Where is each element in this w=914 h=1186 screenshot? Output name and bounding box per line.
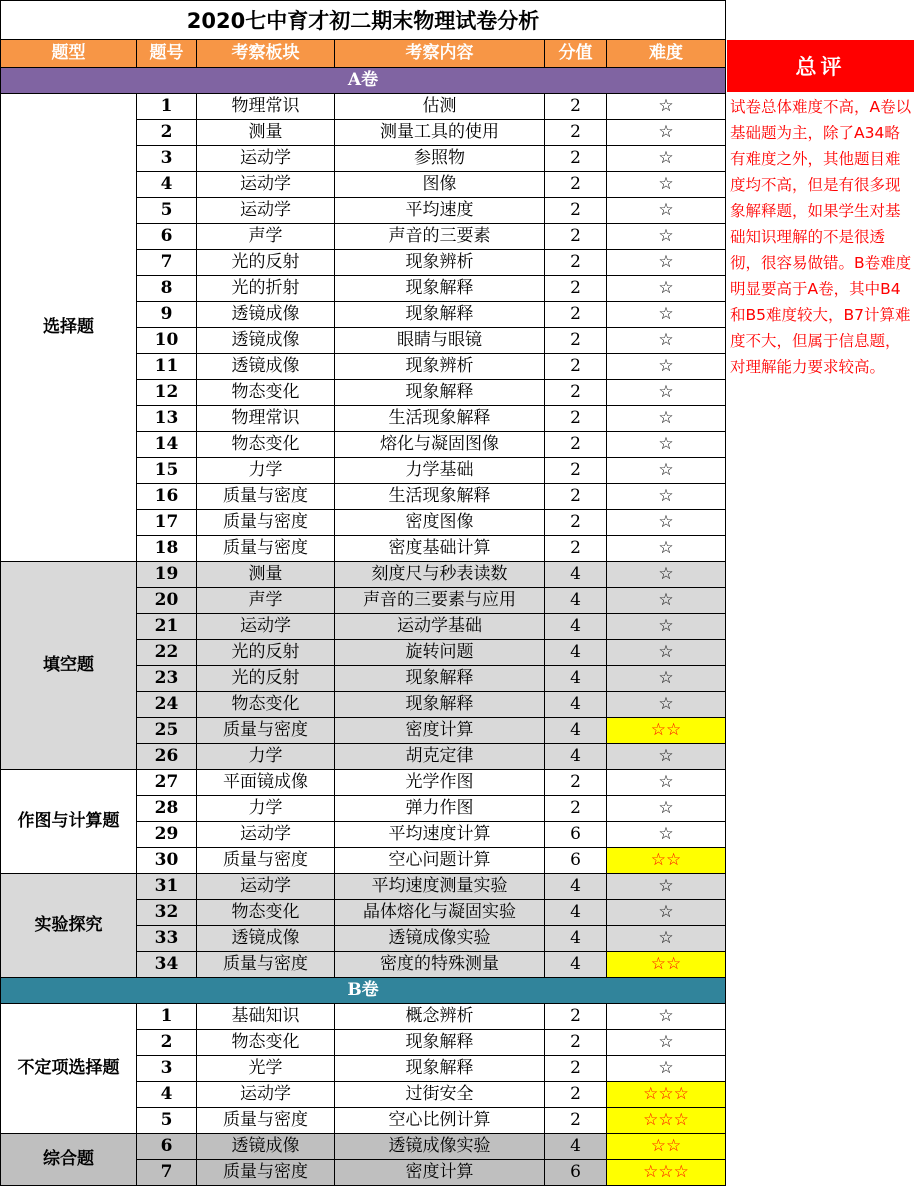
difficulty-stars: ☆☆☆ [607,1082,726,1108]
score-value: 4 [545,562,607,588]
difficulty-stars: ☆ [607,198,726,224]
difficulty-stars: ☆ [607,926,726,952]
topic-block: 测量 [197,120,335,146]
score-value: 2 [545,510,607,536]
topic-block: 物态变化 [197,432,335,458]
difficulty-stars: ☆ [607,588,726,614]
topic-block: 光的反射 [197,640,335,666]
difficulty-stars: ☆ [607,822,726,848]
question-number: 2 [137,120,197,146]
topic-block: 物态变化 [197,380,335,406]
question-type: 综合题 [1,1134,137,1186]
question-number: 18 [137,536,197,562]
topic-content: 现象解释 [335,666,545,692]
header-num: 题号 [137,40,197,68]
difficulty-stars: ☆ [607,484,726,510]
topic-content: 刻度尺与秒表读数 [335,562,545,588]
question-number: 26 [137,744,197,770]
difficulty-stars: ☆ [607,744,726,770]
topic-block: 光的折射 [197,276,335,302]
topic-block: 质量与密度 [197,1160,335,1186]
topic-block: 运动学 [197,614,335,640]
header-difficulty: 难度 [607,40,726,68]
question-number: 13 [137,406,197,432]
question-number: 29 [137,822,197,848]
difficulty-stars: ☆ [607,666,726,692]
score-value: 2 [545,1056,607,1082]
difficulty-stars: ☆☆ [607,1134,726,1160]
question-number: 25 [137,718,197,744]
topic-block: 透镜成像 [197,926,335,952]
topic-content: 透镜成像实验 [335,1134,545,1160]
difficulty-stars: ☆ [607,120,726,146]
topic-block: 质量与密度 [197,848,335,874]
score-value: 4 [545,952,607,978]
score-value: 2 [545,380,607,406]
question-type: 不定项选择题 [1,1004,137,1134]
score-value: 2 [545,94,607,120]
score-value: 4 [545,718,607,744]
topic-block: 透镜成像 [197,302,335,328]
topic-content: 声音的三要素 [335,224,545,250]
difficulty-stars: ☆ [607,1004,726,1030]
score-value: 4 [545,640,607,666]
score-value: 2 [545,120,607,146]
difficulty-stars: ☆☆ [607,718,726,744]
score-value: 2 [545,1108,607,1134]
topic-block: 质量与密度 [197,484,335,510]
score-value: 2 [545,198,607,224]
question-number: 2 [137,1030,197,1056]
topic-block: 光学 [197,1056,335,1082]
topic-block: 光的反射 [197,250,335,276]
difficulty-stars: ☆ [607,510,726,536]
topic-content: 晶体熔化与凝固实验 [335,900,545,926]
topic-content: 密度计算 [335,1160,545,1186]
topic-content: 光学作图 [335,770,545,796]
score-value: 2 [545,770,607,796]
question-number: 5 [137,198,197,224]
question-number: 6 [137,1134,197,1160]
difficulty-stars: ☆ [607,406,726,432]
topic-block: 基础知识 [197,1004,335,1030]
difficulty-stars: ☆☆☆ [607,1108,726,1134]
section-label-a: A卷 [1,68,726,94]
question-number: 7 [137,250,197,276]
question-number: 15 [137,458,197,484]
score-value: 2 [545,1030,607,1056]
question-type: 实验探究 [1,874,137,978]
topic-block: 质量与密度 [197,718,335,744]
topic-block: 力学 [197,458,335,484]
topic-block: 透镜成像 [197,354,335,380]
topic-block: 物理常识 [197,406,335,432]
topic-content: 估测 [335,94,545,120]
question-number: 1 [137,94,197,120]
difficulty-stars: ☆ [607,640,726,666]
topic-content: 现象解释 [335,1030,545,1056]
score-value: 4 [545,614,607,640]
difficulty-stars: ☆ [607,1030,726,1056]
topic-content: 现象辨析 [335,354,545,380]
question-number: 34 [137,952,197,978]
question-number: 20 [137,588,197,614]
score-value: 2 [545,224,607,250]
topic-content: 现象解释 [335,302,545,328]
topic-block: 运动学 [197,822,335,848]
question-type: 选择题 [1,94,137,562]
question-type: 作图与计算题 [1,770,137,874]
question-number: 4 [137,1082,197,1108]
question-number: 17 [137,510,197,536]
difficulty-stars: ☆ [607,536,726,562]
difficulty-stars: ☆ [607,874,726,900]
difficulty-stars: ☆ [607,1056,726,1082]
score-value: 4 [545,744,607,770]
topic-block: 质量与密度 [197,510,335,536]
score-value: 4 [545,1134,607,1160]
difficulty-stars: ☆ [607,146,726,172]
question-number: 27 [137,770,197,796]
topic-block: 质量与密度 [197,952,335,978]
score-value: 2 [545,796,607,822]
topic-block: 物理常识 [197,94,335,120]
topic-block: 透镜成像 [197,1134,335,1160]
difficulty-stars: ☆ [607,328,726,354]
topic-block: 运动学 [197,146,335,172]
score-value: 2 [545,1004,607,1030]
page-title: 2020七中育才初二期末物理试卷分析 [0,0,726,40]
topic-block: 物态变化 [197,900,335,926]
topic-block: 运动学 [197,1082,335,1108]
score-value: 6 [545,822,607,848]
question-number: 12 [137,380,197,406]
question-number: 6 [137,224,197,250]
question-number: 28 [137,796,197,822]
topic-block: 物态变化 [197,692,335,718]
topic-block: 声学 [197,588,335,614]
score-value: 4 [545,692,607,718]
topic-content: 平均速度测量实验 [335,874,545,900]
summary-text: 试卷总体难度不高，A卷以基础题为主，除了A34略有难度之外，其他题目难度均不高，但是有很多现象解释题，如果学生对基础知识理解的不是很透彻，很容易做错。B卷难度明显要高于A卷，其中B4和B5难度较大，B7计算难度不大，但属于信息题，对理解能力要求较高。 [730,98,912,376]
difficulty-stars: ☆ [607,250,726,276]
score-value: 4 [545,588,607,614]
topic-content: 胡克定律 [335,744,545,770]
question-number: 21 [137,614,197,640]
topic-block: 运动学 [197,874,335,900]
topic-block: 质量与密度 [197,1108,335,1134]
header-type: 题型 [1,40,137,68]
difficulty-stars: ☆☆ [607,848,726,874]
question-number: 19 [137,562,197,588]
score-value: 4 [545,874,607,900]
topic-content: 现象解释 [335,1056,545,1082]
score-value: 2 [545,250,607,276]
score-value: 2 [545,328,607,354]
difficulty-stars: ☆ [607,224,726,250]
difficulty-stars: ☆ [607,354,726,380]
section-label-b: B卷 [1,978,726,1004]
score-value: 4 [545,926,607,952]
question-number: 11 [137,354,197,380]
difficulty-stars: ☆ [607,172,726,198]
question-number: 30 [137,848,197,874]
topic-content: 平均速度 [335,198,545,224]
question-number: 8 [137,276,197,302]
topic-content: 密度计算 [335,718,545,744]
question-number: 3 [137,146,197,172]
difficulty-stars: ☆ [607,692,726,718]
topic-block: 运动学 [197,172,335,198]
difficulty-stars: ☆☆ [607,952,726,978]
header-content: 考察内容 [335,40,545,68]
topic-block: 声学 [197,224,335,250]
topic-content: 空心比例计算 [335,1108,545,1134]
topic-block: 质量与密度 [197,536,335,562]
topic-content: 参照物 [335,146,545,172]
score-value: 2 [545,354,607,380]
question-number: 16 [137,484,197,510]
difficulty-stars: ☆ [607,276,726,302]
difficulty-stars: ☆ [607,614,726,640]
difficulty-stars: ☆ [607,900,726,926]
score-value: 2 [545,432,607,458]
topic-block: 力学 [197,796,335,822]
topic-block: 测量 [197,562,335,588]
difficulty-stars: ☆ [607,458,726,484]
topic-content: 密度图像 [335,510,545,536]
topic-content: 现象解释 [335,380,545,406]
score-value: 2 [545,1082,607,1108]
score-value: 2 [545,458,607,484]
question-type: 填空题 [1,562,137,770]
score-value: 4 [545,666,607,692]
question-number: 4 [137,172,197,198]
difficulty-stars: ☆ [607,796,726,822]
topic-block: 光的反射 [197,666,335,692]
question-number: 10 [137,328,197,354]
difficulty-stars: ☆ [607,302,726,328]
question-number: 1 [137,1004,197,1030]
difficulty-stars: ☆ [607,770,726,796]
topic-content: 力学基础 [335,458,545,484]
topic-content: 生活现象解释 [335,406,545,432]
difficulty-stars: ☆ [607,432,726,458]
score-value: 6 [545,1160,607,1186]
topic-content: 生活现象解释 [335,484,545,510]
topic-content: 声音的三要素与应用 [335,588,545,614]
score-value: 2 [545,536,607,562]
topic-content: 图像 [335,172,545,198]
question-number: 23 [137,666,197,692]
score-value: 4 [545,900,607,926]
topic-content: 概念辨析 [335,1004,545,1030]
summary-heading: 总评 [727,40,914,92]
topic-block: 物态变化 [197,1030,335,1056]
topic-block: 运动学 [197,198,335,224]
topic-content: 现象辨析 [335,250,545,276]
topic-content: 测量工具的使用 [335,120,545,146]
question-number: 14 [137,432,197,458]
difficulty-stars: ☆ [607,562,726,588]
question-number: 33 [137,926,197,952]
topic-content: 弹力作图 [335,796,545,822]
topic-content: 旋转问题 [335,640,545,666]
analysis-table [0,40,726,1186]
question-number: 7 [137,1160,197,1186]
topic-content: 平均速度计算 [335,822,545,848]
question-number: 5 [137,1108,197,1134]
topic-content: 密度基础计算 [335,536,545,562]
topic-content: 熔化与凝固图像 [335,432,545,458]
topic-block: 力学 [197,744,335,770]
score-value: 2 [545,146,607,172]
score-value: 2 [545,302,607,328]
topic-block: 透镜成像 [197,328,335,354]
topic-content: 过街安全 [335,1082,545,1108]
question-number: 31 [137,874,197,900]
difficulty-stars: ☆ [607,94,726,120]
difficulty-stars: ☆ [607,380,726,406]
question-number: 24 [137,692,197,718]
topic-content: 密度的特殊测量 [335,952,545,978]
topic-content: 现象解释 [335,692,545,718]
topic-content: 现象解释 [335,276,545,302]
question-number: 22 [137,640,197,666]
question-number: 32 [137,900,197,926]
header-block: 考察板块 [197,40,335,68]
score-value: 2 [545,406,607,432]
question-number: 3 [137,1056,197,1082]
score-value: 2 [545,484,607,510]
header-score: 分值 [545,40,607,68]
difficulty-stars: ☆☆☆ [607,1160,726,1186]
topic-block: 平面镜成像 [197,770,335,796]
topic-content: 眼睛与眼镜 [335,328,545,354]
score-value: 2 [545,276,607,302]
topic-content: 空心问题计算 [335,848,545,874]
score-value: 6 [545,848,607,874]
topic-content: 透镜成像实验 [335,926,545,952]
score-value: 2 [545,172,607,198]
topic-content: 运动学基础 [335,614,545,640]
question-number: 9 [137,302,197,328]
